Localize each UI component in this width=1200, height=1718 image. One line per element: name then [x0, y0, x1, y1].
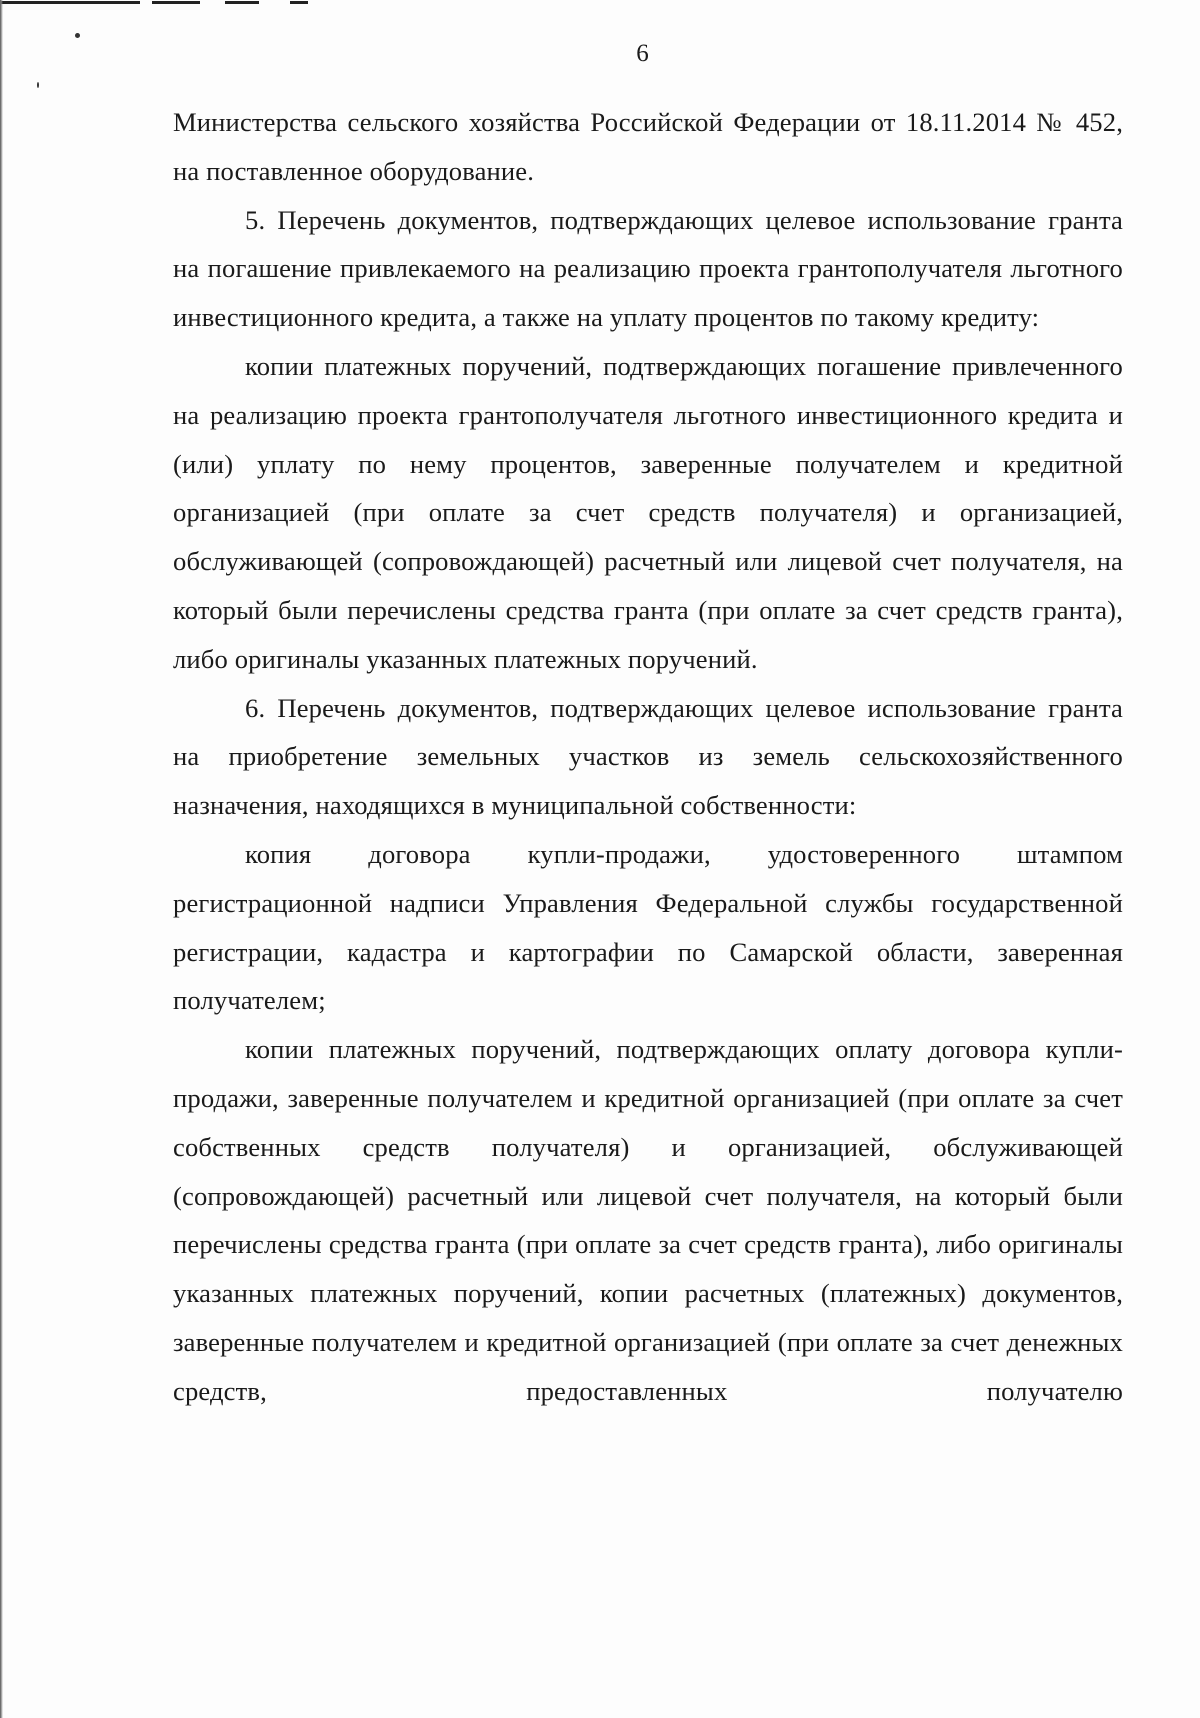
paragraph-item-6-contract-copy: копия договора купли-продажи, удостоверенного штампом регистрационной надписи Управления Федеральной службы государственной регистрации, кадастра и картографии по Самарской области, заверенная получателем;	[173, 838, 1123, 1016]
paragraph-item-5: 5. Перечень документов, подтверждающих целевое использование гранта на погашение привлекаемого на реализацию проекта грантополучателя льготного инвестиционного кредита, а также на уплату процентов по такому кредиту:	[173, 204, 1123, 333]
scan-edge-left	[0, 0, 3, 1718]
scan-speck	[37, 82, 39, 88]
paragraph-item-6: 6. Перечень документов, подтверждающих целевое использование гранта на приобретение земельных участков из земель сельскохозяйственного назначения, находящихся в муниципальной собственности:	[173, 692, 1123, 821]
paragraph-item-6-payment-orders: копии платежных поручений, подтверждающих оплату договора купли-продажи, заверенные получателем и кредитной организацией (при оплате за счет собственных средств получателя) и организацией, обслуживающей (сопровождающей) расчетный или лицевой счет получателя, на который были перечислены средства гранта (при оплате за счет средств гранта), либо оригиналы указанных платежных поручений, копии расчетных (платежных) документов, заверенные получателем и кредитной организацией (при оплате за счет денежных средств, предоставленных получателю	[173, 1034, 1123, 1406]
paragraph-item-5-payment-orders: копии платежных поручений, подтверждающих погашение привлеченного на реализацию проекта грантополучателя льготного инвестиционного кредита и (или) уплату по нему процентов, заверенные получателем и кредитной организацией (при оплате за счет средств получателя) и организацией, обслуживающей (сопровождающей) расчетный или лицевой счет получателя, на который были перечислены средства гранта (при оплате за счет средств гранта), либо оригиналы указанных платежных поручений.	[173, 350, 1123, 674]
scan-edge-top	[0, 0, 1200, 6]
paragraph-continuation: Министерства сельского хозяйства Российской Федерации от 18.11.2014 № 452, на поставленное оборудование.	[173, 107, 1123, 186]
scan-speck	[75, 33, 80, 38]
page-number: 6	[636, 40, 649, 67]
document-body	[173, 98, 1123, 1416]
